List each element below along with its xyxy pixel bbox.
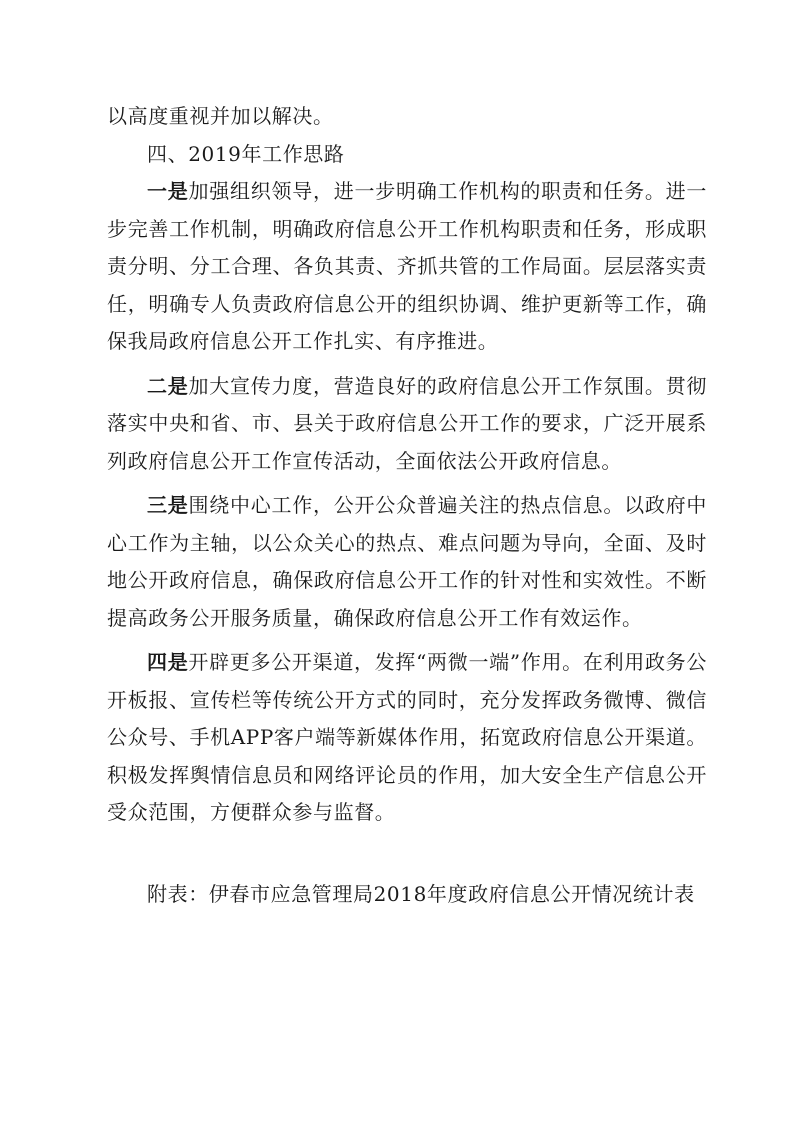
work-item-1-lead: 一是 bbox=[147, 179, 189, 203]
work-item-1-text: 加强组织领导，进一步明确工作机构的职责和任务。进一步完善工作机制，明确政府信息公开工作机构职责和任务，形成职责分明、分工合理、各负其责、齐抓共管的工作局面。层层落实责任，明确专人负责政府信息公开的组织协调、维护更新等工作，确保我局政府信息公开工作扎实、有序推进。 bbox=[107, 179, 708, 353]
work-item-1 bbox=[107, 173, 707, 361]
work-item-4 bbox=[107, 644, 707, 832]
work-item-2-lead: 二是 bbox=[147, 373, 189, 398]
work-item-4-lead: 四是 bbox=[147, 650, 189, 674]
work-item-4-text: 开辟更多公开渠道，发挥“两微一端”作用。在利用政务公开板报、宣传栏等传统公开方式的同时，充分发挥政务微博、微信公众号、手机APP客户端等新媒体作用，拓宽政府信息公开渠道。积极发挥舆情信息员和网络评论员的作用，加大安全生产信息公开受众范围，方便群众参与监督。 bbox=[107, 650, 707, 824]
section-heading: 四、2019年工作思路 bbox=[147, 141, 345, 166]
intro-tail-paragraph: 以高度重视并加以解决。 bbox=[107, 104, 334, 128]
work-item-3-lead: 三是 bbox=[147, 493, 189, 517]
document-body bbox=[107, 98, 707, 913]
work-item-2-text: 加大宣传力度，营造良好的政府信息公开工作氛围。贯彻落实中央和省、市、县关于政府信息公开工作的要求，广泛开展系列政府信息公开工作宣传活动，全面依法公开政府信息。 bbox=[107, 373, 708, 473]
work-item-3 bbox=[107, 487, 707, 637]
work-item-2 bbox=[107, 368, 707, 481]
attachment-note: 附表：伊春市应急管理局2018年度政府信息公开情况统计表 bbox=[147, 881, 695, 906]
work-item-3-text: 围绕中心工作，公开公众普遍关注的热点信息。以政府中心工作为主轴，以公众关心的热点、难点问题为导向，全面、及时地公开政府信息，确保政府信息公开工作的针对性和实效性。不断提高政务公开服务质量，确保政府信息公开工作有效运作。 bbox=[107, 493, 708, 630]
